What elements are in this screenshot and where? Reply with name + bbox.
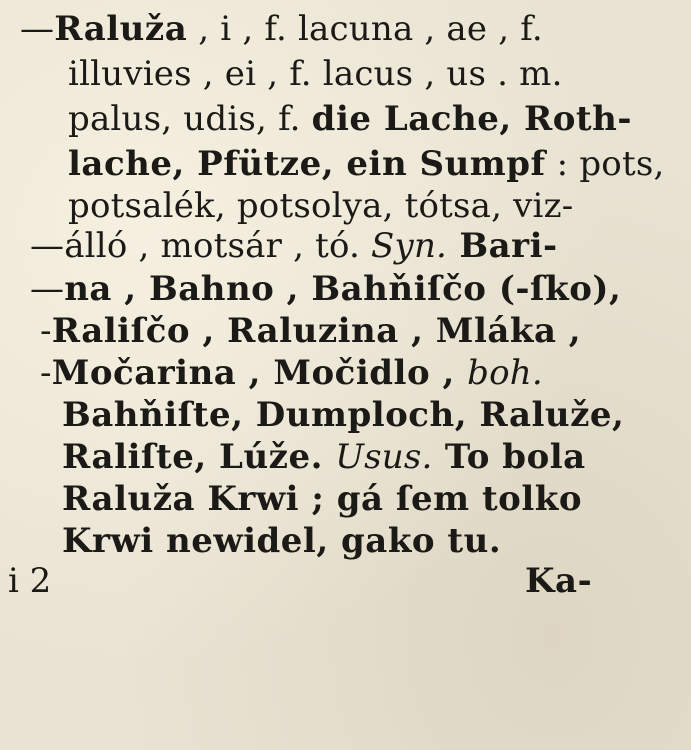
headword: Raluža xyxy=(54,9,188,49)
entry-line-5 xyxy=(68,185,573,227)
synonym-text: Bahňiſte, Dumploch, Raluže, xyxy=(62,395,625,435)
entry-line-8 xyxy=(40,310,581,352)
line-dash: - xyxy=(40,353,52,393)
hungarian-gloss: : pots, xyxy=(545,144,665,184)
entry-line-4 xyxy=(68,143,665,185)
entry-line-11 xyxy=(62,436,586,478)
line-dash: - xyxy=(40,311,52,351)
synonym-text: na , Bahno , Bahňiſčo (-ſko), xyxy=(64,269,622,309)
line-dash: — xyxy=(30,226,65,266)
line-dash: — xyxy=(20,9,55,49)
entry-line-7 xyxy=(30,268,621,310)
synonym-text: Raliſte, Lúže. xyxy=(62,437,336,477)
catchword: Ka- xyxy=(525,561,593,601)
entry-line-9 xyxy=(40,352,543,394)
synonym-label: Syn. xyxy=(371,226,448,266)
synonym-text: Raliſčo , Raluzina , Mláka , xyxy=(51,311,582,351)
line-dash: — xyxy=(30,269,65,309)
entry-line-2 xyxy=(68,53,563,95)
hungarian-gloss: potsalék, potsolya, tótsa, viz- xyxy=(68,186,574,226)
entry-line-12 xyxy=(62,478,582,520)
entry-line-13 xyxy=(62,520,501,562)
entry-line-3 xyxy=(68,98,632,140)
german-gloss: die Lache, Roth- xyxy=(311,99,632,139)
entry-line-10 xyxy=(62,394,624,436)
latin-gloss: palus, udis, f. xyxy=(68,99,312,139)
usage-label: Usus. xyxy=(335,437,433,477)
usage-example: Raluža Krwi ; gá ſem tolko xyxy=(62,479,582,519)
entry-line-1 xyxy=(20,8,543,50)
usage-example: To bola xyxy=(432,437,586,477)
latin-gloss: , i , f. lacuna , ae , f. xyxy=(187,9,543,49)
language-label: boh. xyxy=(467,353,543,393)
synonym-text: Bari- xyxy=(447,226,558,266)
hungarian-gloss: álló , motsár , tó. xyxy=(64,226,372,266)
german-gloss: lache, Pfütze, ein Sumpf xyxy=(68,144,546,184)
entry-line-6 xyxy=(30,225,558,267)
latin-gloss: illuvies , ei , f. lacus , us . m. xyxy=(68,54,563,94)
synonym-text: Močarina , Močidlo , xyxy=(51,353,468,393)
signature-mark: i 2 xyxy=(8,561,52,601)
usage-example: Krwi newidel, gako tu. xyxy=(62,521,502,561)
